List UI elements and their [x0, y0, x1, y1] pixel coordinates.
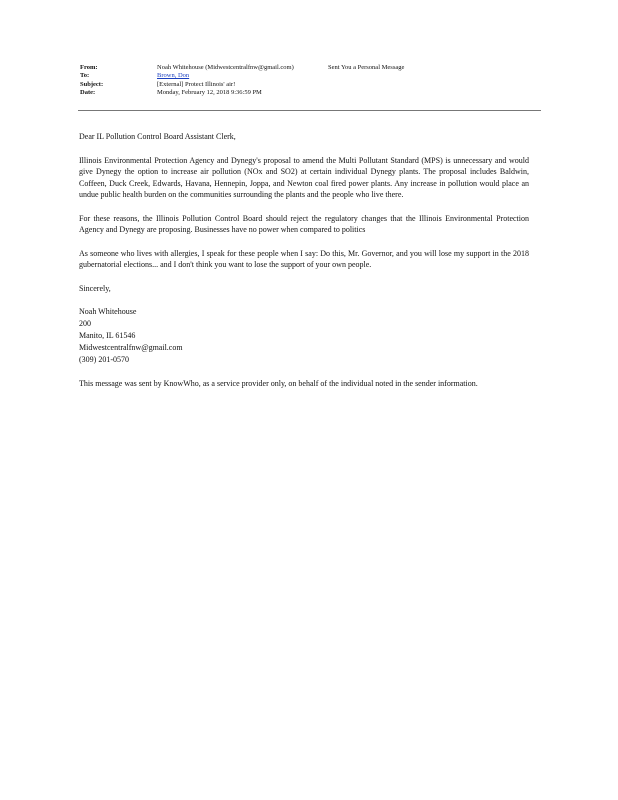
- closing: Sincerely,: [79, 283, 111, 293]
- from-label: From:: [80, 64, 98, 71]
- sent-note: Sent You a Personal Message: [328, 64, 405, 71]
- to-row: [80, 72, 540, 80]
- email-body: [79, 131, 529, 402]
- signature-block: [79, 306, 529, 366]
- date-value: Monday, February 12, 2018 9:36:59 PM: [157, 88, 262, 96]
- subject-row: [80, 81, 540, 89]
- date-label: Date:: [80, 88, 96, 96]
- paragraph-3: As someone who lives with allergies, I speak for these people when I say: Do this, Mr. Governor, and you will lose my support in the 2018 gubernatorial elections... and I don't think you want to lose the support of your own people.: [79, 248, 529, 269]
- signature-email: Midwestcentralfnw@gmail.com: [79, 343, 183, 352]
- signature-name: Noah Whitehouse: [79, 307, 137, 316]
- greeting: Dear IL Pollution Control Board Assistant Clerk,: [79, 132, 236, 141]
- from-value: Noah Whitehouse (Midwestcentralfnw@gmail.com): [157, 64, 294, 71]
- header-divider: [78, 110, 541, 111]
- email-header: [80, 64, 540, 97]
- signature-city: Manito, IL 61546: [79, 331, 136, 340]
- to-label: To:: [80, 72, 90, 80]
- paragraph-1: Illinois Environmental Protection Agency and Dynegy's proposal to amend the Multi Pollutant Standard (MPS) is unnecessary and would give Dynegy the option to increase air pollution (NOx and SO2) at certain individual Dynegy plants. The proposal includes Baldwin, Coffeen, Duck Creek, Edwards, Havana, Hennepin, Joppa, and Newton coal fired power plants. Any increase in pollution would place an undue public health burden on the communities surrounding the plants and the people who live there.: [79, 155, 529, 199]
- signature-phone: (309) 201-0570: [79, 355, 129, 364]
- footer-note: This message was sent by KnowWho, as a service provider only, on behalf of the individual noted in the sender information.: [79, 379, 478, 388]
- paragraph-2: For these reasons, the Illinois Pollution Control Board should reject the regulatory changes that the Illinois Environmental Protection Agency and Dynegy are proposing. Businesses have no power when compared to politics: [79, 213, 529, 234]
- from-row: [80, 64, 540, 72]
- date-row: [80, 89, 540, 97]
- to-recipient-link[interactable]: Brown, Don: [157, 72, 190, 80]
- subject-value: [External] Protect Illinois' air!: [157, 80, 236, 88]
- signature-line2: 200: [79, 319, 91, 328]
- subject-label: Subject:: [80, 80, 104, 88]
